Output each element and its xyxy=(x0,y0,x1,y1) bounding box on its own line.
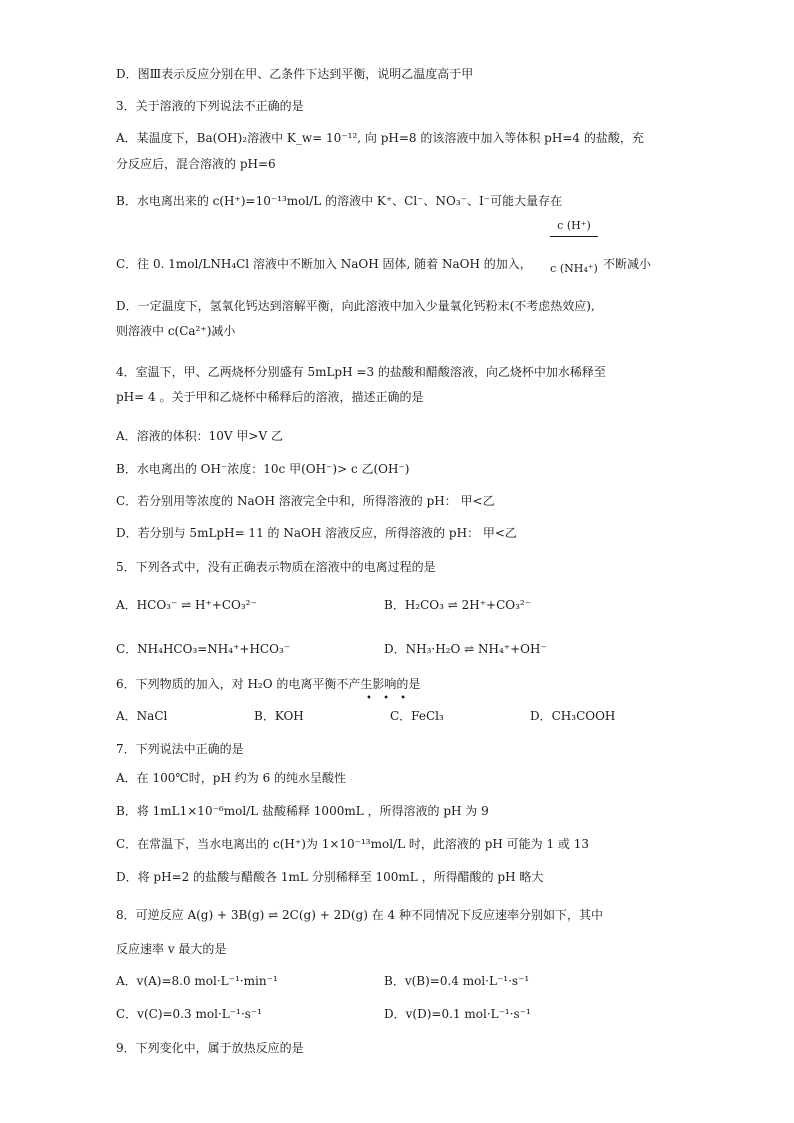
q2-option-d: D．图Ⅲ表示反应分别在甲、乙条件下达到平衡，说明乙温度高于甲 xyxy=(116,67,474,81)
q3-option-b: B．水电离出来的 c(H⁺)=10⁻¹³mol/L 的溶液中 K⁺、Cl⁻、NO₃⁻、I⁻可能大量存在 xyxy=(116,194,563,208)
q3-option-d-line2: 则溶液中 c(Ca²⁺)减小 xyxy=(116,324,236,338)
q4-option-a: A．溶液的体积：10V 甲>V 乙 xyxy=(116,429,283,443)
q6-option-b: B．KOH xyxy=(254,709,304,723)
q3-option-c-tail: 不断减小 xyxy=(603,257,652,271)
q5-option-b: B．H₂CO₃ ⇌ 2H⁺+CO₃²⁻ xyxy=(384,598,532,612)
q7-option-d: D．将 pH=2 的盐酸与醋酸各 1mL 分别稀释至 100mL ，所得醋酸的 pH 略大 xyxy=(116,870,544,884)
q6-option-d: D．CH₃COOH xyxy=(530,709,616,723)
q5-option-a: A．HCO₃⁻ ⇌ H⁺+CO₃²⁻ xyxy=(116,598,257,612)
q4-stem-line1: 4．室温下，甲、乙两烧杯分别盛有 5mLpH =3 的盐酸和醋酸溶液，向乙烧杯中加水稀释至 xyxy=(116,365,606,379)
q8-option-b: B．v(B)=0.4 mol·L⁻¹·s⁻¹ xyxy=(384,974,530,988)
q8-option-d: D．v(D)=0.1 mol·L⁻¹·s⁻¹ xyxy=(384,1007,531,1021)
q5-stem: 5．下列各式中，没有正确表示物质在溶液中的电离过程的是 xyxy=(116,560,436,574)
q7-option-a: A．在 100℃时，pH 约为 6 的纯水呈酸性 xyxy=(116,771,347,785)
q8-option-a: A．v(A)=8.0 mol·L⁻¹·min⁻¹ xyxy=(116,974,278,988)
q8-option-c: C．v(C)=0.3 mol·L⁻¹·s⁻¹ xyxy=(116,1007,262,1021)
q3-option-d-line1: D．一定温度下，氢氧化钙达到溶解平衡，向此溶液中加入少量氧化钙粉末(不考虑热效应), xyxy=(116,299,595,313)
q6-stem: 6．下列物质的加入，对 H₂O 的电离平衡不产生影响的是 xyxy=(116,677,421,691)
q3-option-a-line2: 分反应后，混合溶液的 pH=6 xyxy=(116,157,276,171)
q9-stem: 9．下列变化中，属于放热反应的是 xyxy=(116,1041,304,1055)
q3-option-c: C．往 0. 1mol/LNH₄Cl 溶液中不断加入 NaOH 固体, 随着 NaOH 的加入， xyxy=(116,257,532,271)
q4-option-c: C．若分别用等浓度的 NaOH 溶液完全中和，所得溶液的 pH： 甲<乙 xyxy=(116,494,495,508)
fraction-numerator: c (H⁺) xyxy=(557,219,591,232)
emphasis-dots: • • • xyxy=(366,693,411,704)
q6-option-c: C．FeCl₃ xyxy=(390,709,444,723)
q7-option-c: C．在常温下，当水电离出的 c(H⁺)为 1×10⁻¹³mol/L 时，此溶液的 pH 可能为 1 或 13 xyxy=(116,837,590,851)
q3-option-a-line1: A．某温度下，Ba(OH)₂溶液中 K_w= 10⁻¹², 向 pH=8 的该溶液中加入等体积 pH=4 的盐酸，充 xyxy=(116,131,644,145)
q5-option-d: D．NH₃·H₂O ⇌ NH₄⁺+OH⁻ xyxy=(384,642,547,656)
q7-option-b: B．将 1mL1×10⁻⁶mol/L 盐酸稀释 1000mL ，所得溶液的 pH 为 9 xyxy=(116,804,489,818)
q4-stem-line2: pH= 4 。关于甲和乙烧杯中稀释后的溶液，描述正确的是 xyxy=(116,390,424,404)
q8-stem-line1: 8．可逆反应 A(g) + 3B(g) ⇌ 2C(g) + 2D(g) 在 4 种不同情况下反应速率分别如下，其中 xyxy=(116,908,603,922)
fraction-bar xyxy=(550,236,598,237)
q3-stem: 3．关于溶液的下列说法不正确的是 xyxy=(116,99,304,113)
fraction-denominator: c (NH₄⁺) xyxy=(550,262,598,275)
q6-option-a: A．NaCl xyxy=(116,709,168,723)
q8-stem-line2: 反应速率 v 最大的是 xyxy=(116,942,227,956)
q4-option-d: D．若分别与 5mLpH= 11 的 NaOH 溶液反应，所得溶液的 pH： 甲<乙 xyxy=(116,526,517,540)
q7-stem: 7．下列说法中正确的是 xyxy=(116,742,244,756)
q5-option-c: C．NH₄HCO₃=NH₄⁺+HCO₃⁻ xyxy=(116,642,291,656)
q4-option-b: B．水电离出的 OH⁻浓度：10c 甲(OH⁻)> c 乙(OH⁻) xyxy=(116,462,410,476)
